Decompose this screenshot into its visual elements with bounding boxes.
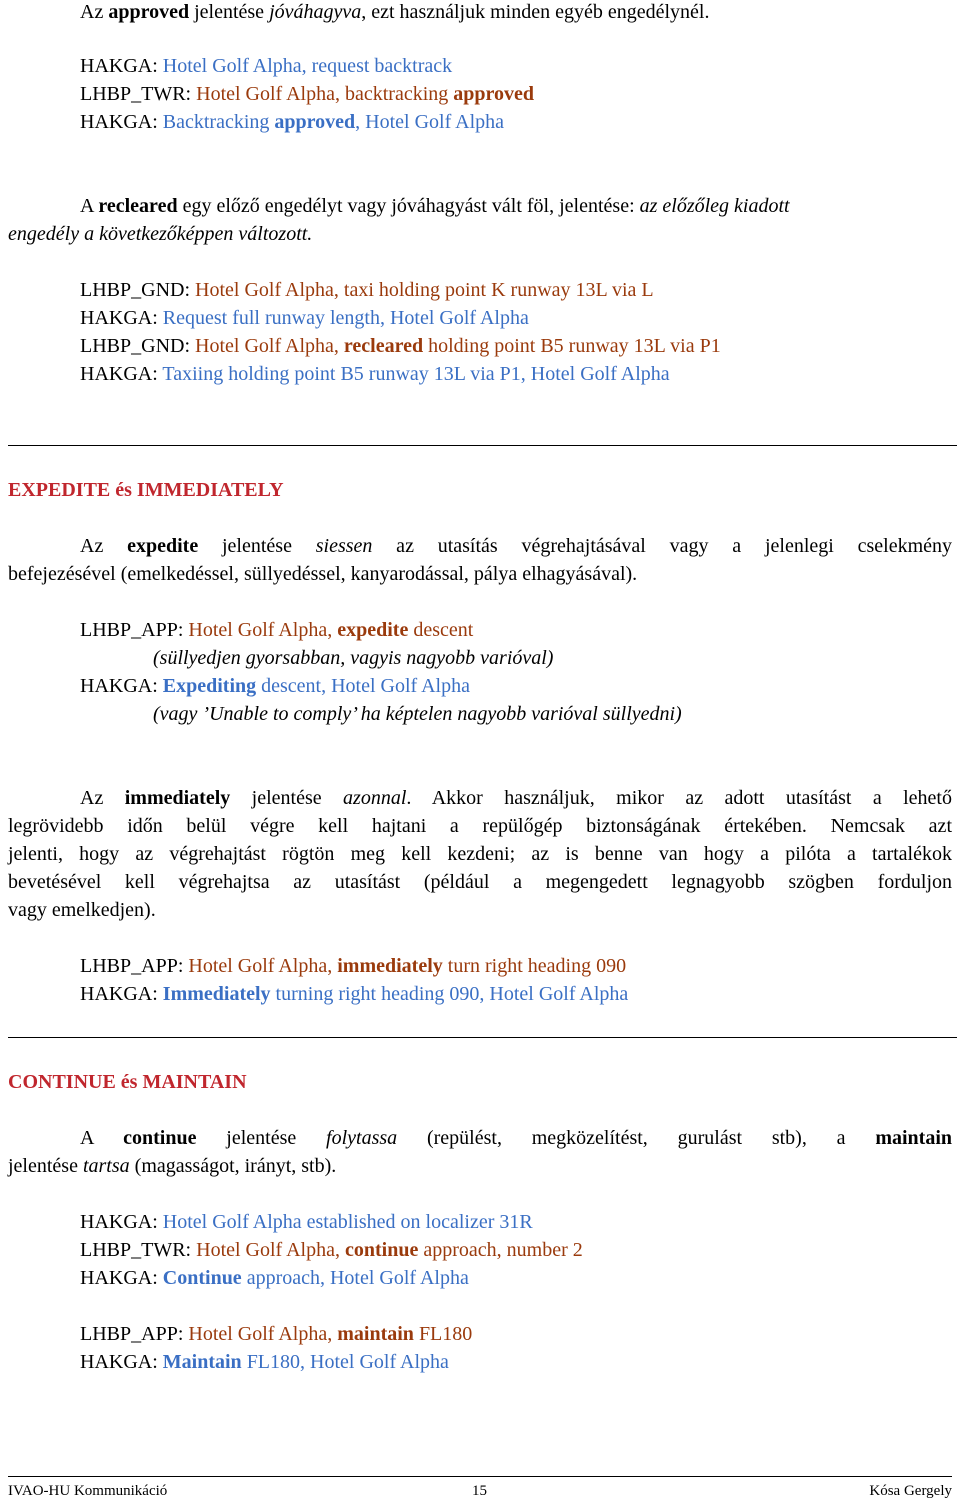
example-line: LHBP_APP: Hotel Golf Alpha, immediately turn right heading 090 — [80, 955, 627, 977]
continue-definition: A continue jelentése folytassa (repülést, megközelítést, gurulást stb), a maintain — [80, 1127, 952, 1149]
example-line: LHBP_TWR: Hotel Golf Alpha, continue approach, number 2 — [80, 1239, 583, 1261]
footer-author: Kósa Gergely — [869, 1483, 952, 1499]
continue-definition-cont: jelentése tartsa (magasságot, irányt, stb). — [8, 1155, 337, 1177]
immediately-definition-cont: legrövidebb időn belül végre kell hajtani a repülőgép biztonságának értekében. Nemcsak azt — [8, 815, 952, 837]
example-line: HAKGA: Expediting descent, Hotel Golf Alpha — [80, 675, 470, 697]
expedite-definition-cont: befejezésével (emelkedéssel, süllyedéssel, kanyarodással, pálya elhagyásával). — [8, 563, 638, 585]
example-line: HAKGA: Request full runway length, Hotel Golf Alpha — [80, 307, 529, 329]
recleared-definition-cont: engedély a következőképpen változott. — [8, 223, 313, 245]
section-divider — [8, 445, 957, 446]
example-line: HAKGA: Continue approach, Hotel Golf Alpha — [80, 1267, 469, 1289]
section-heading: CONTINUE és MAINTAIN — [8, 1071, 247, 1093]
example-line: LHBP_APP: Hotel Golf Alpha, maintain FL180 — [80, 1323, 473, 1345]
recleared-definition: A recleared egy előző engedélyt vagy jóváhagyást vált föl, jelentése: az előzőleg kiadott — [80, 195, 790, 217]
section-heading: EXPEDITE és IMMEDIATELY — [8, 479, 284, 501]
immediately-definition-cont: vagy emelkedjen). — [8, 899, 156, 921]
approved-definition: Az approved jelentése jóváhagyva, ezt használjuk minden egyéb engedélynél. — [80, 1, 710, 23]
footer-title: IVAO-HU Kommunikáció — [8, 1483, 168, 1499]
expedite-definition: Az expedite jelentése siessen az utasítás végrehajtásával vagy a jelenlegi cselekmény — [80, 535, 952, 557]
example-line: HAKGA: Maintain FL180, Hotel Golf Alpha — [80, 1351, 449, 1373]
example-line: LHBP_APP: Hotel Golf Alpha, expedite descent — [80, 619, 474, 641]
example-line: LHBP_TWR: Hotel Golf Alpha, backtracking approved — [80, 83, 535, 105]
example-line: LHBP_GND: Hotel Golf Alpha, recleared holding point B5 runway 13L via P1 — [80, 335, 721, 357]
section-divider — [8, 1037, 957, 1038]
immediately-definition-cont: bevetésével kell végrehajtsa az utasítást (például a megengedett legnagyobb szögben forduljon — [8, 871, 952, 893]
example-line: HAKGA: Hotel Golf Alpha established on localizer 31R — [80, 1211, 533, 1233]
immediately-definition-cont: jelenti, hogy az végrehajtást rögtön meg kell kezdeni; az is benne van hogy a pilóta a tartalékok — [8, 843, 952, 865]
example-note: (süllyedjen gyorsabban, vagyis nagyobb varióval) — [153, 647, 554, 669]
immediately-definition: Az immediately jelentése azonnal. Akkor használjuk, mikor az adott utasítást a lehető — [80, 787, 952, 809]
example-note: (vagy ’Unable to comply’ ha képtelen nagyobb varióval süllyedni) — [153, 703, 682, 725]
example-line: HAKGA: Immediately turning right heading 090, Hotel Golf Alpha — [80, 983, 629, 1005]
footer-divider — [8, 1476, 952, 1477]
example-line: HAKGA: Hotel Golf Alpha, request backtrack — [80, 55, 453, 77]
page-number: 15 — [472, 1483, 487, 1499]
example-line: HAKGA: Taxiing holding point B5 runway 13L via P1, Hotel Golf Alpha — [80, 363, 670, 385]
example-line: LHBP_GND: Hotel Golf Alpha, taxi holding point K runway 13L via L — [80, 279, 654, 301]
example-line: HAKGA: Backtracking approved, Hotel Golf Alpha — [80, 111, 505, 133]
